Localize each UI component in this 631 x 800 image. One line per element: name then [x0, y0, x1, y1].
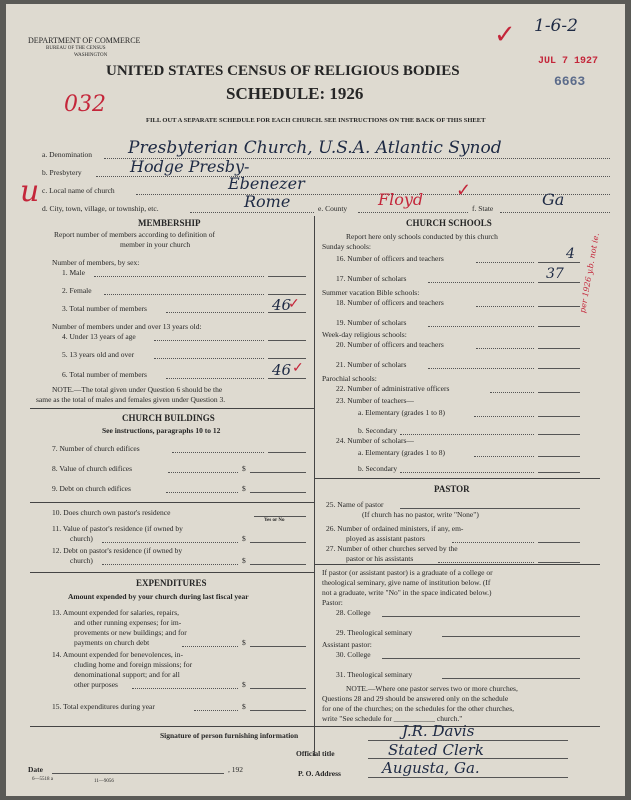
q16-value: 4 — [566, 246, 575, 262]
q23-label: 23. Number of teachers— — [336, 396, 414, 405]
presbytery-value: Hodge Presby- — [130, 157, 250, 176]
q18-label: 18. Number of officers and teachers — [336, 298, 444, 307]
schools-title: CHURCH SCHOOLS — [406, 218, 492, 228]
q8-answer-line[interactable] — [250, 472, 306, 473]
q12-answer-line[interactable] — [250, 564, 306, 565]
q13-line-3: provements or new buildings; and for — [74, 628, 187, 637]
q5-answer-line[interactable] — [268, 358, 306, 359]
graduate-instruction: If pastor (or assistant pastor) is a graduate of a college or — [322, 568, 493, 577]
q25-label: 25. Name of pastor — [326, 500, 384, 509]
address-value: Augusta, Ga. — [382, 759, 480, 777]
q13-line-1: 13. Amount expended for salaries, repairs, — [52, 608, 180, 617]
q9-answer-line[interactable] — [250, 492, 306, 493]
q17-label: 17. Number of scholars — [336, 274, 407, 283]
q13-dollar: $ — [242, 638, 246, 647]
date-stamp: JUL 7 1927 — [538, 56, 599, 67]
q6-answer-line[interactable] — [268, 378, 306, 379]
assistant-pastor-subheading: Assistant pastor: — [322, 640, 372, 649]
q1-label: 1. Male — [62, 268, 85, 277]
q20-answer-line[interactable] — [538, 348, 580, 349]
q8-dollar: $ — [242, 464, 246, 473]
county-label: e. County — [318, 204, 348, 213]
date-label: Date — [28, 765, 43, 774]
q19-answer-line[interactable] — [538, 326, 580, 327]
q7-label: 7. Number of church edifices — [52, 444, 140, 453]
q4-label: 4. Under 13 years of age — [62, 332, 136, 341]
q4-answer-line[interactable] — [268, 340, 306, 341]
q3-label: 3. Total number of members — [62, 304, 147, 313]
q27-label: 27. Number of other churches served by the — [326, 544, 458, 553]
q6-label: 6. Total number of members — [62, 370, 147, 379]
q22-label: 22. Number of administrative officers — [336, 384, 450, 393]
q8-label: 8. Value of church edifices — [52, 464, 133, 473]
q24b-label: b. Secondary — [358, 464, 398, 473]
graduate-instruction-2: theological seminary, give name of institution below. (If — [322, 578, 491, 587]
city-value: Rome — [244, 192, 291, 211]
q23a-answer-line[interactable] — [538, 416, 580, 417]
code-top-handwriting: 1-6-2 — [534, 16, 578, 36]
q16-answer-line[interactable] — [538, 262, 580, 263]
graduate-instruction-3: not a graduate, write "No" in the space indicated below.) — [322, 588, 492, 597]
bureau-label: BUREAU OF THE CENSUS — [46, 46, 106, 51]
q14-line-4: other purposes — [74, 680, 118, 689]
membership-intro-2: member in your church — [120, 240, 191, 249]
address-label: P. O. Address — [298, 769, 341, 778]
q10-answer-line[interactable] — [254, 516, 306, 517]
q14-line-1: 14. Amount expended for benevolences, in- — [52, 650, 184, 659]
q23b-label: b. Secondary — [358, 426, 398, 435]
q27-answer-line[interactable] — [538, 562, 580, 563]
q15-label: 15. Total expenditures during year — [52, 702, 155, 711]
q28-label: 28. College — [336, 608, 371, 617]
vacation-schools-label: Summer vacation Bible schools: — [322, 288, 420, 297]
q15-answer-line[interactable] — [250, 710, 306, 711]
q14-line-2: cluding home and foreign missions; for — [74, 660, 193, 669]
church-name-value: Ebenezer — [228, 174, 305, 193]
q19-label: 19. Number of scholars — [336, 318, 407, 327]
q22-answer-line[interactable] — [538, 392, 580, 393]
q31-label: 31. Theological seminary — [336, 670, 413, 679]
number-stamp: 6663 — [554, 74, 586, 89]
schedule-number: 032 — [64, 92, 106, 117]
schools-intro: Report here only schools conducted by this church — [346, 232, 498, 241]
buildings-subtitle: See instructions, paragraphs 10 to 12 — [102, 426, 221, 435]
signature-value: J.R. Davis — [402, 722, 475, 740]
q25-note: (If church has no pastor, write "None") — [362, 510, 479, 519]
q14-line-3: denominational support; and for all — [74, 670, 180, 679]
expenditures-title: EXPENDITURES — [136, 578, 207, 588]
age-intro-label: Number of members under and over 13 years old: — [52, 322, 202, 331]
form-number: 6—5518 a — [32, 777, 53, 782]
pastor-subheading: Pastor: — [322, 598, 343, 607]
q18-answer-line[interactable] — [538, 306, 580, 307]
department-label: DEPARTMENT OF COMMERCE — [28, 36, 141, 45]
q29-answer-line[interactable] — [442, 636, 580, 637]
q29-label: 29. Theological seminary — [336, 628, 413, 637]
membership-intro: Report number of members according to definition of — [54, 230, 215, 239]
q23a-label: a. Elementary (grades 1 to 8) — [358, 408, 446, 417]
church-name-label: c. Local name of church — [42, 186, 115, 195]
check-mark-county: ✓ — [456, 180, 472, 200]
official-title-value: Stated Clerk — [388, 741, 484, 759]
membership-title: MEMBERSHIP — [138, 218, 201, 228]
q11-label: 11. Value of pastor's residence (if owned by — [52, 524, 183, 533]
check-mark-top: ✓ — [494, 20, 516, 49]
instruction-line: FILL OUT A SEPARATE SCHEDULE FOR EACH CHURCH. SEE INSTRUCTIONS ON THE BACK OF THIS SHEET — [146, 117, 486, 124]
year-label: , 192 — [228, 765, 243, 774]
q17-answer-line[interactable] — [538, 282, 580, 283]
q24b-answer-line[interactable] — [538, 472, 580, 473]
q3-value: 46 — [272, 296, 292, 314]
q28-answer-line[interactable] — [382, 616, 580, 617]
q17-value: 37 — [546, 266, 564, 282]
signature-label: Signature of person furnishing information — [160, 731, 299, 740]
q10-label: 10. Does church own pastor's residence — [52, 508, 171, 517]
q21-answer-line[interactable] — [538, 368, 580, 369]
q14-answer-line[interactable] — [250, 688, 306, 689]
pastor-title: PASTOR — [434, 484, 470, 494]
q16-label: 16. Number of officers and teachers — [336, 254, 444, 263]
expenditures-intro: Amount expended by your church during last fiscal year — [68, 592, 249, 601]
q11-label-2: church) — [70, 534, 93, 543]
q6-value: 46 — [272, 361, 292, 379]
address-line[interactable] — [368, 777, 568, 778]
pastor-note-4: write "See schedule for ___________ church." — [322, 714, 463, 723]
q24-label: 24. Number of scholars— — [336, 436, 414, 445]
q31-answer-line[interactable] — [442, 678, 580, 679]
q20-label: 20. Number of officers and teachers — [336, 340, 444, 349]
check-mark-q3: ✓ — [288, 297, 300, 312]
presbytery-label: b. Presbytery — [42, 168, 82, 177]
q9-label: 9. Debt on church edifices — [52, 484, 131, 493]
q15-dollar: $ — [242, 702, 246, 711]
form-title: UNITED STATES CENSUS OF RELIGIOUS BODIES — [106, 63, 460, 79]
state-value: Ga — [542, 190, 565, 209]
q11-answer-line[interactable] — [250, 542, 306, 543]
q13-answer-line[interactable] — [250, 646, 306, 647]
q13-line-2: and other running expenses; for im- — [74, 618, 182, 627]
q25-answer-line[interactable] — [400, 508, 580, 509]
weekday-schools-label: Week-day religious schools: — [322, 330, 407, 339]
q24a-label: a. Elementary (grades 1 to 8) — [358, 448, 446, 457]
q24a-answer-line[interactable] — [538, 456, 580, 457]
denomination-label: a. Denomination — [42, 150, 92, 159]
q12-label: 12. Debt on pastor's residence (if owned by — [52, 546, 183, 555]
q12-label-2: church) — [70, 556, 93, 565]
q14-dollar: $ — [242, 680, 246, 689]
q30-answer-line[interactable] — [382, 658, 580, 659]
q13-line-4: payments on church debt — [74, 638, 150, 647]
parochial-schools-label: Parochial schools: — [322, 374, 377, 383]
q21-label: 21. Number of scholars — [336, 360, 407, 369]
membership-note-2: same as the total of males and females given under Question 3. — [36, 395, 226, 404]
sunday-schools-label: Sunday schools: — [322, 242, 371, 251]
yes-no-hint: Yes or No — [264, 518, 285, 523]
q1-answer-line[interactable] — [268, 276, 306, 277]
county-value: Floyd — [378, 190, 424, 209]
margin-note: per 1926 y.b. not ie. — [578, 232, 601, 314]
state-label: f. State — [472, 204, 494, 213]
q26-label-2: ployed as assistant pastors — [346, 534, 425, 543]
city-label: WASHINGTON — [74, 53, 108, 58]
q2-label: 2. Female — [62, 286, 92, 295]
denomination-value: Presbyterian Church, U.S.A. Atlantic Synod — [128, 138, 502, 158]
q5-label: 5. 13 years old and over — [62, 350, 135, 359]
members-by-sex-label: Number of members, by sex: — [52, 258, 140, 267]
q12-dollar: $ — [242, 556, 246, 565]
pastor-note-2: Questions 28 and 29 should be answered only on the schedule — [322, 694, 509, 703]
pastor-note: NOTE.—Where one pastor serves two or more churches, — [346, 684, 518, 693]
city-label: d. City, town, village, or township, etc. — [42, 204, 159, 213]
print-number: 11—9056 — [94, 779, 114, 784]
q30-label: 30. College — [336, 650, 371, 659]
q9-dollar: $ — [242, 484, 246, 493]
column-divider — [314, 216, 315, 756]
membership-note: NOTE.—The total given under Question 6 should be the — [52, 385, 223, 394]
q2-answer-line[interactable] — [268, 294, 306, 295]
q27-label-2: pastor or his assistants — [346, 554, 414, 563]
official-title-label: Official title — [296, 749, 335, 758]
pastor-note-3: for one of the churches; on the schedules for the other churches, — [322, 704, 515, 713]
q26-label: 26. Number of ordained ministers, if any, em- — [326, 524, 464, 533]
census-schedule-document — [6, 4, 625, 796]
q3-answer-line[interactable] — [268, 312, 306, 313]
buildings-title: CHURCH BUILDINGS — [122, 413, 215, 423]
check-mark-q6: ✓ — [292, 361, 304, 376]
q7-answer-line[interactable] — [268, 452, 306, 453]
margin-mark: u — [20, 174, 40, 209]
q23b-answer-line[interactable] — [538, 434, 580, 435]
q11-dollar: $ — [242, 534, 246, 543]
schedule-title: SCHEDULE: 1926 — [226, 84, 364, 103]
date-line[interactable] — [52, 773, 224, 774]
q26-answer-line[interactable] — [538, 542, 580, 543]
